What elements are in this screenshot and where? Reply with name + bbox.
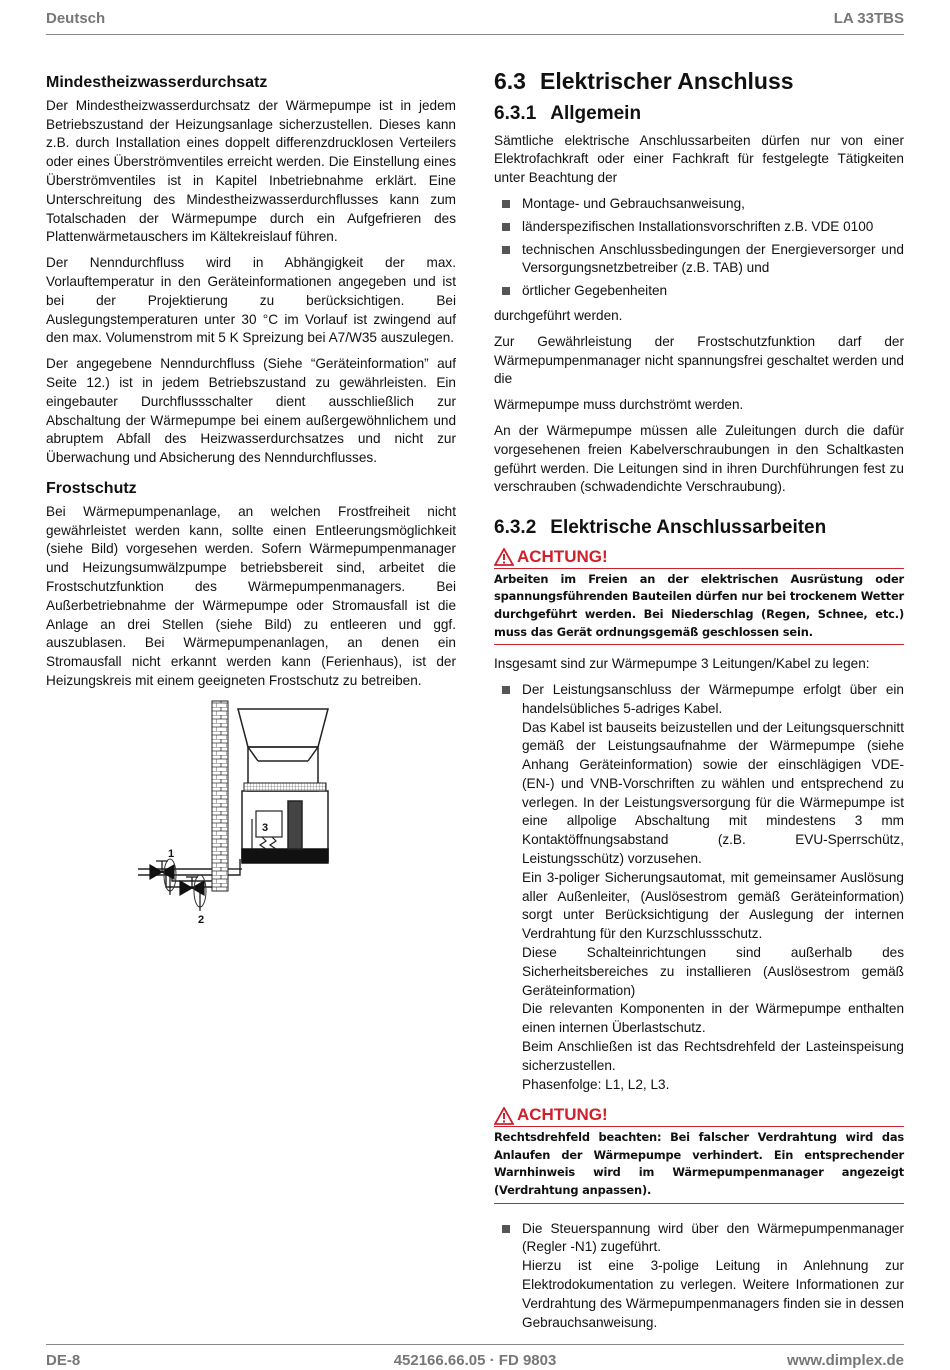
drain-figure (46, 699, 456, 929)
section-number: 6.3.1 (494, 102, 537, 124)
warning-triangle-icon (494, 1107, 514, 1125)
list-item: Montage- und Gebrauchsanweisung, (494, 195, 904, 214)
warning-title: ACHTUNG! (517, 546, 608, 566)
header-language: Deutsch (46, 10, 106, 27)
paragraph: Der Nenndurchfluss wird in Abhängigkeit der max. Vorlauftemperatur in den Geräteinformationen angegeben und ist bei der Projektierung zu berücksichtigen. Bei Auslegungstemperaturen unter 30 °C im Vorlauf ist zwingend auf den max. Volumenstrom mit 5 K Spreizung bei A7/W35 auszulegen. (46, 255, 456, 346)
heading-6-3-1 (494, 102, 904, 124)
paragraph: Bei Wärmepumpenanlage, an welchen Frostfreiheit nicht gewährleistet werden kann, sollte einen Entleerungsmöglichkeit (siehe Bild) vorgesehen werden. Sofern Wärmepumpenmanager und Heizungsumwälzpumpe betriebsbereit sind, arbeitet die Frostschutzfunktion des Wärmepumpenmanagers. Bei Außerbetriebnahme der Wärmepumpe oder Stromausfall ist die Anlage an drei Stellen (siehe Bild) zu entleeren und ggf. auszublasen. Bei Wärmepumpenanlagen, an denen ein Stromausfall nicht erkannt werden kann (Ferienhaus), ist der Heizungskreis mit einem geeigneten Frostschutz zu betreiben. (46, 503, 456, 688)
paragraph: Der angegebene Nenndurchfluss (Siehe “Geräteinformation” auf Seite 12.) ist in jedem Betriebszustand zu gewährleisten. Ein eingebauter Durchflussschalter dient ausschließlich zur Abschaltung der Wärmepumpe bei einem außergewöhnlichem und abruptem Abfall des Heizwasserdurchsatzes und nicht zur Überwachung und Absicherung des Nenndurchflusses. (46, 356, 456, 466)
paragraph: durchgeführt werden. (494, 307, 623, 323)
section-number: 6.3 (494, 68, 526, 94)
list-item: technischen Anschlussbedingungen der Energieversorger und Versorgungsnetzbetreiber (z.B. TAB) und (494, 241, 904, 279)
figure-label-3: 3 (262, 821, 269, 834)
bullet-list (494, 1220, 904, 1333)
list-line: Beim Anschließen ist das Rechtsdrehfeld der Lasteinspeisung sicherzustellen. (522, 1039, 904, 1073)
bullet-list (494, 681, 904, 1095)
section-number: 6.3.2 (494, 517, 537, 539)
page-header (46, 8, 904, 35)
list-item (494, 1220, 904, 1333)
heading-mindestheizwasserdurchsatz: Mindestheizwasserdurchsatz (46, 74, 268, 91)
list-line: Phasenfolge: L1, L2, L3. (522, 1076, 670, 1092)
list-line: Hierzu ist eine 3-polige Leitung in Anlehnung zur Elektrodokumentation zu verlegen. Weitere Informationen zur Verdrahtung des Wärmepumpenmanagers finden sie in dessen Gebrauchsanweisung. (522, 1258, 904, 1330)
warning-text: Rechtsdrehfeld beachten: Bei falscher Verdrahtung wird das Anlaufen der Wärmepumpe verhindert. Ein entsprechender Warnhinweis wird im Wärmepumpenmanager angezeigt (Verdrahtung anpassen). (494, 1127, 904, 1203)
paragraph: Zur Gewährleistung der Frostschutzfunktion darf der Wärmepumpenmanager nicht spannungsfrei geschaltet werden und die (494, 333, 904, 387)
list-line: Die Steuerspannung wird über den Wärmepumpenmanager (Regler -N1) zugeführt. (522, 1220, 904, 1255)
figure-label-2: 2 (198, 913, 205, 926)
list-line: Das Kabel ist bauseits beizustellen und der Leitungsquerschnitt gemäß der Leistungsaufnahme der Wärmepumpe (siehe Anhang Geräteinformation) sowie der einschlägigen VDE- (EN-) und VNB-Vorschriften zu wählen und entsprechend zu verlegen. In der Leistungsversorgung für die Wärmepumpe ist eine allpolige Abschaltung mit mindestens 3 mm Kontaktöffnungsabstand (z.B. EVU-Sperrschütz, Leistungsschütz) vorzusehen. (522, 719, 904, 867)
list-item: länderspezifischen Installationsvorschriften z.B. VDE 0100 (494, 218, 904, 237)
list-line: Ein 3-poliger Sicherungsautomat, mit gemeinsamer Auslösung aller Außenleiter, (Auslösestrom gemäß Geräteinformation) sorgt unter Berücksichtigung der Auslegung der internen Verdrahtung für den Kurzschlussschutz. (522, 869, 904, 942)
heading-6-3-2 (494, 519, 904, 538)
paragraph: An der Wärmepumpe müssen alle Zuleitungen durch die dafür vorgesehenen freien Kabelverschraubungen in den Schaltkasten geführt werden. Die Leitungen sind in ihren Durchführungen fest zu verschrauben (schwadendichte Verschraubung). (494, 422, 904, 495)
section-title: Allgemein (550, 102, 642, 124)
warning-text: Arbeiten im Freien an der elektrischen Ausrüstung oder spannungsführenden Bauteilen dürfen nur bei trockenem Wetter durchgeführt werden. Bei Niederschlag (Regen, Schnee, etc.) muss das Gerät ordnungsgemäß geschlossen sein. (494, 569, 904, 645)
section-title: Elektrischer Anschluss (539, 68, 794, 94)
list-line: Der Leistungsanschluss der Wärmepumpe erfolgt über ein handelsübliches 5-adriges Kabel. (522, 681, 904, 716)
list-item: örtlicher Gegebenheiten (494, 282, 904, 301)
right-column (494, 60, 904, 1338)
list-line: Die relevanten Komponenten in der Wärmepumpe enthalten einen internen Überlastschutz. (522, 1001, 904, 1036)
header-model: LA 33TBS (833, 10, 904, 27)
wall (212, 701, 228, 891)
warning-box (494, 548, 904, 645)
figure-label-1: 1 (168, 847, 175, 860)
left-column (46, 60, 456, 929)
footer-document-number: 452166.66.05 · FD 9803 (393, 1352, 557, 1369)
paragraph: Wärmepumpe muss durchströmt werden. (494, 397, 744, 413)
paragraph: Insgesamt sind zur Wärmepumpe 3 Leitungen/Kabel zu legen: (494, 656, 870, 672)
warning-header (494, 548, 904, 569)
heading-frostschutz: Frostschutz (46, 479, 137, 497)
section-title: Elektrische Anschlussarbeiten (550, 517, 827, 539)
footer-page-number: DE-8 (46, 1352, 81, 1369)
footer-url: www.dimplex.de (787, 1352, 904, 1369)
page-footer (46, 1344, 904, 1369)
drain-valve-1 (150, 859, 176, 895)
warning-title: ACHTUNG! (517, 1105, 608, 1125)
warning-header (494, 1106, 904, 1127)
warning-box (494, 1106, 904, 1203)
paragraph: Sämtliche elektrische Anschlussarbeiten dürfen nur von einer Elektrofachkraft oder einer Fachkraft für festgelegte Tätigkeiten unter Beachtung der (494, 132, 904, 186)
list-line: Diese Schalteinrichtungen sind außerhalb des Sicherheitsbereiches zu installieren (Auslösestrom gemäß Geräteinformation) (522, 945, 904, 998)
list-item (494, 681, 904, 1095)
warning-triangle-icon (494, 548, 514, 566)
bullet-list (494, 195, 904, 301)
paragraph: Der Mindestheizwasserdurchsatz der Wärmepumpe ist in jedem Betriebszustand der Heizungsanlage sicherzustellen. Dieses kann z.B. durch Installation eines doppelt differenzdrucklosen Verteilers oder eines Überströmventiles erreicht werden. Die Einstellung eines Überströmventiles ist in Kapitel Inbetriebnahme erklärt. Eine Unterschreitung des Mindestheizwasserdurchflusses kann zum Totalschaden der Wärmepumpe durch ein Aufgefrieren des Plattenwärmetauschers im Kältekreislauf führen. (46, 97, 456, 245)
heading-6-3 (494, 68, 904, 94)
